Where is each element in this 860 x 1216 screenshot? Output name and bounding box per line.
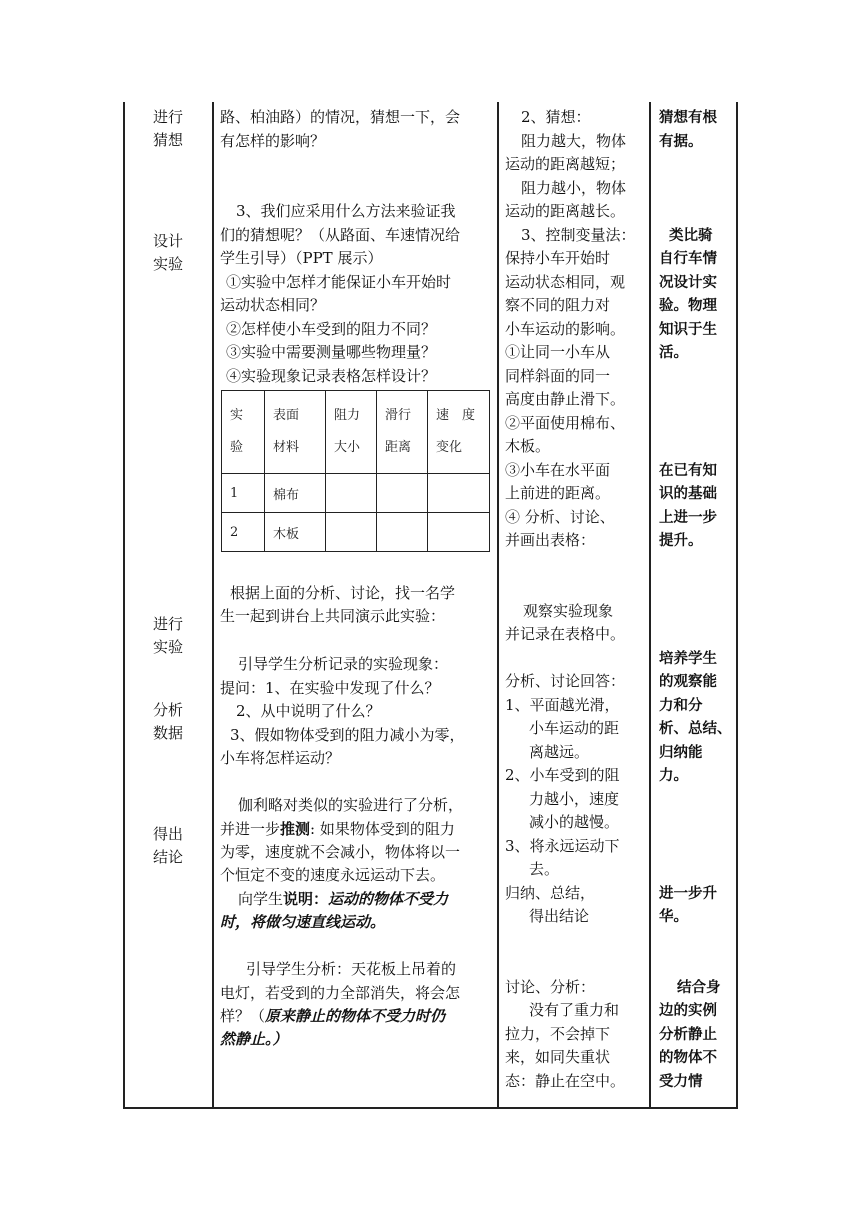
header-cell-material: 表面 材料	[265, 391, 326, 474]
stage-analyze: 分析 数据	[152, 701, 183, 742]
table-row	[222, 513, 490, 552]
student-text: ①让同一小车从	[505, 343, 611, 361]
intent-note: 析、总结、	[659, 720, 732, 737]
intent-note: 边的实例	[659, 1002, 717, 1019]
student-text: 同样斜面的同一	[505, 367, 611, 385]
observe-text-2: 并记录在表格中。	[505, 625, 626, 643]
discuss-text: 来，如同失重状	[505, 1048, 611, 1066]
student-text: 3、控制变量法：	[521, 226, 636, 244]
student-text: 上前进的距离。	[505, 484, 611, 502]
answer-text: 得出结论	[529, 907, 590, 925]
header-cell-speed: 速 度 变化	[428, 391, 490, 474]
galileo-text-3: 为零，速度就不会减小，物体将以一	[220, 843, 461, 861]
intent-note: 分析静止	[659, 1026, 717, 1043]
intent-note: 力和分	[659, 697, 703, 714]
record-table	[221, 390, 490, 552]
student-text: ③小车在水平面	[505, 461, 611, 479]
student-text: ②平面使用棉布、	[505, 414, 626, 432]
table-cell: 棉布	[265, 474, 326, 513]
table-cell	[377, 513, 428, 552]
intent-note: 力。	[659, 767, 688, 784]
table-border-right	[736, 102, 738, 1109]
table-cell	[326, 513, 377, 552]
answer-text: 力越小，速度	[529, 790, 620, 808]
question-3: ③实验中需要测量哪些物理量？	[226, 343, 437, 361]
lamp-text-3: 样？（原来静止的物体不受力时仍	[220, 1007, 446, 1025]
student-text: 小车运动的影响。	[505, 320, 626, 338]
intent-note: 受力情	[659, 1073, 703, 1090]
student-text: 运动的距离越短；	[505, 155, 626, 173]
question-1b: 运动状态相同？	[220, 296, 326, 314]
intent-note: 况设计实	[659, 274, 717, 291]
intent-note: 结合身	[677, 979, 721, 996]
answer-text: 1、平面越光滑，	[505, 696, 620, 714]
stage-design: 设计 实验	[152, 232, 183, 273]
table-border-bottom	[123, 1107, 737, 1109]
intent-note: 验。物理	[659, 297, 717, 314]
student-text: 2、猜想：	[521, 108, 591, 126]
table-cell: 1	[222, 474, 265, 513]
table-cell: 2	[222, 513, 265, 552]
intent-note: 识的基础	[659, 485, 717, 502]
student-text: 木板。	[505, 437, 551, 455]
header-cell-experiment: 实 验	[222, 391, 265, 474]
intent-note: 提升。	[659, 532, 703, 549]
answer-text: 分析、讨论回答：	[505, 672, 626, 690]
student-text: 阻力越大，物体	[521, 132, 627, 150]
answer-text: 去。	[529, 860, 560, 878]
intent-note: 知识于生	[659, 321, 717, 338]
intent-note: 有据。	[659, 133, 703, 150]
intent-note: 猜想有根	[659, 109, 717, 126]
intent-note: 活。	[659, 344, 688, 361]
header-cell-distance: 滑行 距离	[377, 391, 428, 474]
table-cell	[428, 474, 490, 513]
answer-text: 2、小车受到的阻	[505, 766, 620, 784]
table-divider-3	[649, 102, 651, 1109]
galileo-text-4: 个恒定不变的速度永远运动下去。	[220, 866, 446, 884]
design-text-3: 学生引导）（PPT 展示）	[220, 249, 383, 267]
lamp-text-2: 电灯，若受到的力全部消失，将会怎	[220, 984, 461, 1002]
student-text: 并画出表格：	[505, 531, 596, 549]
student-text: 运动的距离越长。	[505, 202, 626, 220]
stage-experiment: 进行 实验	[152, 615, 183, 656]
galileo-text-2: 并进一步推测: 如果物体受到的阻力	[220, 820, 455, 838]
analyze-text-5: 小车将怎样运动？	[220, 749, 341, 767]
design-text-2: 们的猜想呢？（从路面、车速情况给	[220, 226, 461, 244]
answer-text: 归纳、总结，	[505, 884, 596, 902]
demo-text-1: 根据上面的分析、讨论，找一名学	[230, 584, 456, 602]
record-table-header	[222, 391, 490, 474]
discuss-text: 拉力，不会掉下	[505, 1025, 611, 1043]
stage-guess: 进行 猜想	[152, 108, 183, 149]
intent-note: 在已有知	[659, 462, 717, 479]
explain-text-1: 向学生说明：运动的物体不受力	[238, 890, 449, 908]
table-divider-2	[497, 102, 499, 1109]
answer-text: 减小的越慢。	[529, 813, 620, 831]
intent-note: 上进一步	[659, 509, 717, 526]
discuss-text: 没有了重力和	[529, 1001, 620, 1019]
intent-note: 归纳能	[659, 744, 703, 761]
question-1a: ①实验中怎样才能保证小车开始时	[226, 273, 452, 291]
table-divider-1	[212, 102, 214, 1109]
intent-note: 的物体不	[659, 1049, 717, 1066]
lamp-text-4: 然静止。）	[220, 1030, 288, 1048]
analyze-text-1: 引导学生分析记录的实验现象：	[238, 655, 449, 673]
answer-text: 离越远。	[529, 743, 590, 761]
student-text: 运动状态相同，观	[505, 273, 626, 291]
question-4: ④实验现象记录表格怎样设计？	[226, 367, 437, 385]
intent-note: 华。	[659, 908, 688, 925]
table-cell	[377, 474, 428, 513]
table-row	[222, 474, 490, 513]
answer-text: 小车运动的距	[529, 719, 620, 737]
observe-text-1: 观察实验现象	[523, 602, 614, 620]
student-text: 高度由静止滑下。	[505, 390, 626, 408]
table-cell: 木板	[265, 513, 326, 552]
stage-conclusion: 得出 结论	[152, 825, 183, 866]
table-cell	[428, 513, 490, 552]
intent-note: 自行车情	[659, 250, 717, 267]
design-text-1: 3、我们应采用什么方法来验证我	[236, 202, 456, 220]
table-cell	[326, 474, 377, 513]
explain-text-2: 时，将做匀速直线运动。	[220, 913, 386, 931]
analyze-text-4: 3、假如物体受到的阻力减小为零，	[230, 726, 465, 744]
student-text: ④ 分析、讨论、	[505, 508, 615, 526]
student-text: 察不同的阻力对	[505, 296, 611, 314]
question-2: ②怎样使小车受到的阻力不同？	[226, 320, 437, 338]
student-text: 阻力越小，物体	[521, 179, 627, 197]
analyze-text-2: 提问：1、在实验中发现了什么？	[220, 679, 440, 697]
intent-note: 进一步升	[659, 885, 717, 902]
guess-text-1: 路、柏油路）的情况，猜想一下，会	[220, 108, 461, 126]
answer-text: 3、将永远运动下	[505, 837, 620, 855]
student-text: 保持小车开始时	[505, 249, 611, 267]
demo-text-2: 生一起到讲台上共同演示此实验：	[220, 607, 446, 625]
guess-text-2: 有怎样的影响？	[220, 132, 326, 150]
intent-note: 的观察能	[659, 673, 717, 690]
analyze-text-3: 2、从中说明了什么？	[236, 702, 381, 720]
lamp-text-1: 引导学生分析：天花板上吊着的	[246, 960, 457, 978]
galileo-text-1: 伽利略对类似的实验进行了分析，	[238, 796, 464, 814]
header-cell-resistance: 阻力 大小	[326, 391, 377, 474]
discuss-text: 讨论、分析：	[505, 978, 596, 996]
discuss-text: 态：静止在空中。	[505, 1072, 626, 1090]
intent-note: 类比骑	[669, 227, 713, 244]
intent-note: 培养学生	[659, 650, 717, 667]
